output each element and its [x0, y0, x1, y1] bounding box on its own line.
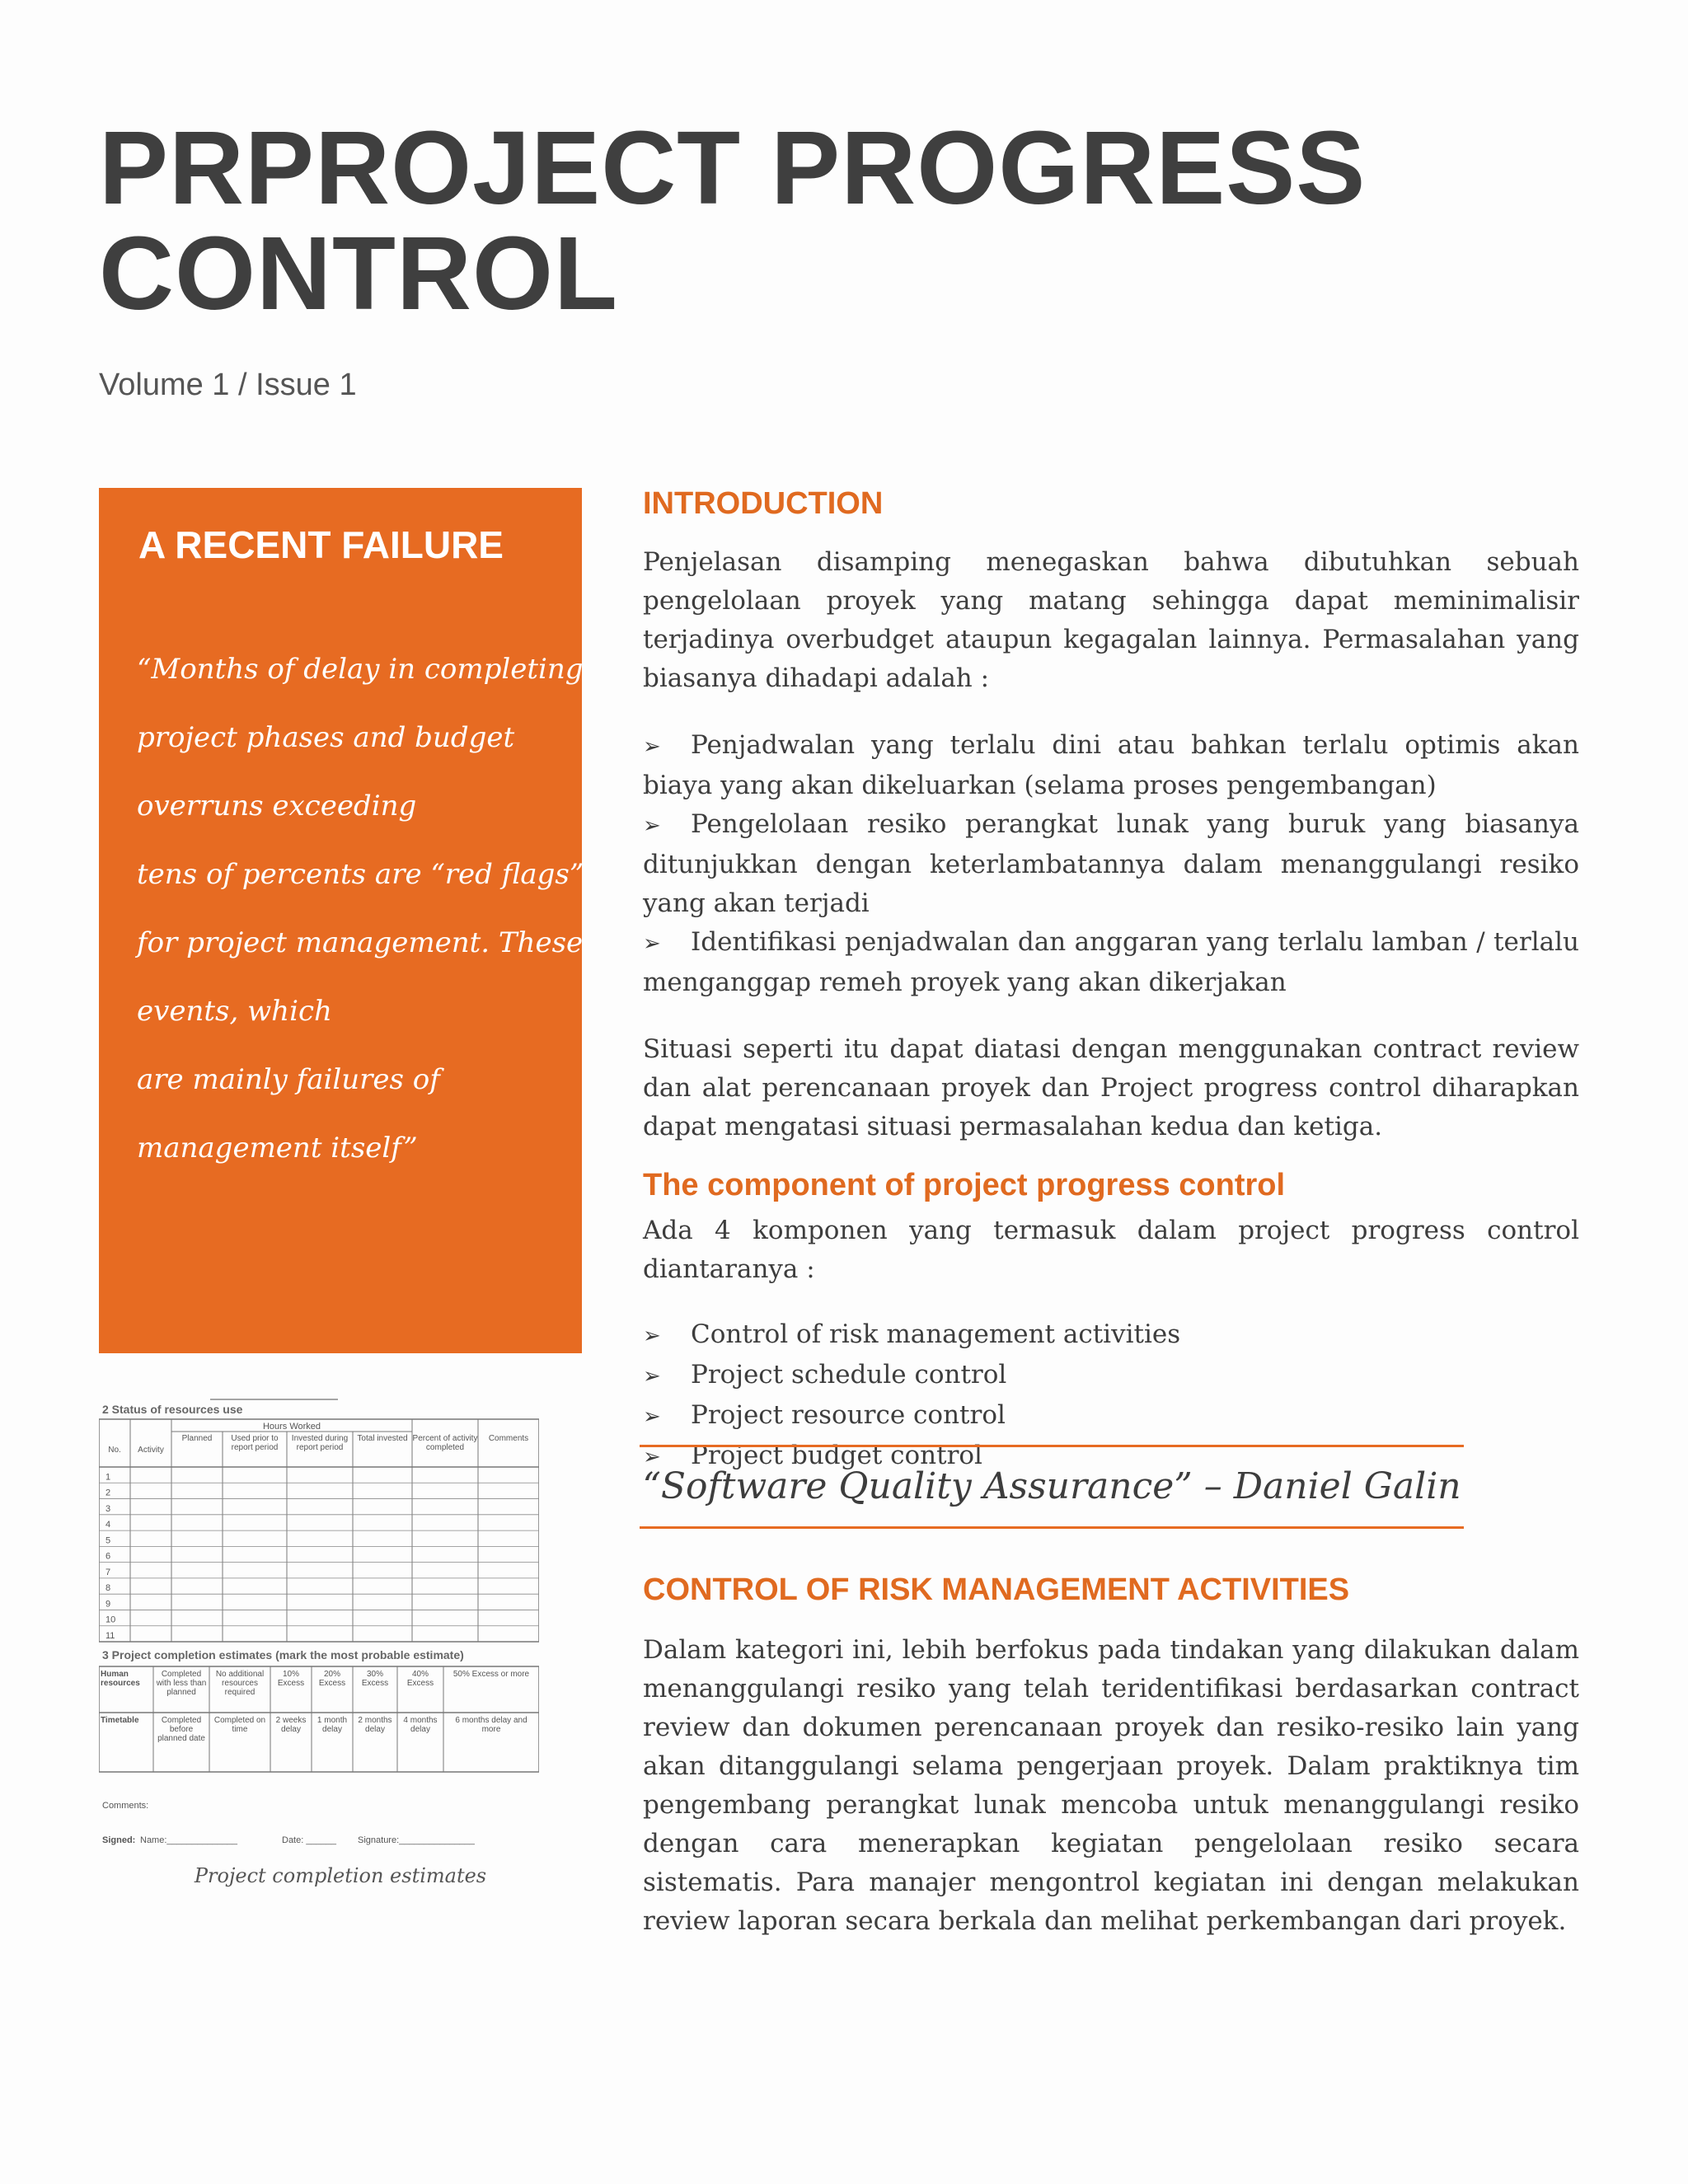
- figure-section-3-title: 3 Project completion estimates (mark the most probable estimate): [102, 1648, 464, 1661]
- row-number: 10: [106, 1615, 116, 1625]
- row-number: 11: [106, 1631, 115, 1641]
- col-total-header: Total invested: [357, 1434, 408, 1443]
- signed-label: Signed:: [102, 1835, 136, 1845]
- sidebar-heading: A RECENT FAILURE: [138, 523, 504, 566]
- estimate-cell: 20% Excess: [318, 1670, 346, 1688]
- list-item: ➢ Project schedule control: [643, 1356, 1579, 1396]
- row-number: 8: [106, 1583, 111, 1594]
- estimate-cell: 1 month delay: [316, 1716, 348, 1734]
- estimate-cell: 10% Excess: [277, 1670, 305, 1688]
- components-intro: Ada 4 komponen yang termasuk dalam project progress control diantaranya :: [643, 1216, 1579, 1284]
- reference-text: “Software Quality Assurance” – Daniel Galin: [642, 1465, 1461, 1507]
- signature-field-label: Signature:_______________: [358, 1835, 475, 1845]
- estimate-cell: 6 months delay and more: [455, 1716, 528, 1734]
- quote-line: tens of percents are “red flags”: [137, 858, 584, 891]
- risk-section: [643, 1572, 1579, 1941]
- estimate-cell: Completed on time: [213, 1716, 266, 1734]
- figure-caption: Project completion estimates: [194, 1864, 487, 1887]
- estimate-cell: 30% Excess: [361, 1670, 389, 1688]
- row-number: 2: [106, 1488, 111, 1498]
- name-field-label: Name:______________: [140, 1835, 238, 1845]
- col-planned-header: Planned: [181, 1434, 213, 1443]
- row-number: 1: [106, 1472, 111, 1483]
- list-item: ➢ Penjadwalan yang terlalu dini atau bahkan terlalu optimis akan biaya yang akan dikeluarkan (selama proses pengembangan): [643, 726, 1579, 805]
- quote-line: project phases and budget: [137, 721, 515, 754]
- timetable-label: Timetable: [101, 1716, 139, 1725]
- issue-label: Volume 1 / Issue 1: [99, 368, 357, 402]
- quote-line: are mainly failures of: [137, 1063, 440, 1096]
- list-item: ➢ Project budget control: [643, 1436, 1579, 1477]
- estimate-cell: No additional resources required: [215, 1670, 265, 1697]
- list-item: ➢ Identifikasi penjadwalan dan anggaran yang terlalu lamban / terlalu menganggap remeh proyek yang akan dikerjakan: [643, 923, 1579, 1002]
- arrow-bullet-icon: ➢: [643, 931, 661, 956]
- estimate-cell: Completed before planned date: [157, 1716, 205, 1743]
- estimate-cell: 2 months delay: [358, 1716, 392, 1734]
- risk-heading: CONTROL OF RISK MANAGEMENT ACTIVITIES: [643, 1572, 1350, 1607]
- arrow-bullet-icon: ➢: [643, 1404, 661, 1429]
- quote-line: “Months of delay in completing: [137, 653, 584, 686]
- arrow-bullet-icon: ➢: [643, 1324, 661, 1348]
- quote-line: overruns exceeding: [137, 790, 417, 823]
- introduction-paragraph: Penjelasan disamping menegaskan bahwa dibutuhkan sebuah pengelolaan proyek yang matang sehingga dapat meminimalisir terjadinya overbudget ataupun kegagalan lainnya. Permasalahan yang biasanya dihadapi adalah :: [643, 547, 1579, 693]
- col-activity-header: Activity: [138, 1446, 164, 1455]
- estimate-cell: 40% Excess: [406, 1670, 434, 1688]
- human-resources-label: Human resources: [101, 1670, 140, 1688]
- col-used-prior-header: Used prior to report period: [231, 1434, 279, 1452]
- main-content: [643, 486, 1579, 1477]
- row-number: 7: [106, 1567, 111, 1577]
- solution-paragraph: Situasi seperti itu dapat diatasi dengan menggunakan contract review dan alat perencanaan proyek dan Project progress control diharapkan dapat mengatasi situasi permasalahan kedua dan ketiga.: [643, 1034, 1579, 1141]
- quote-line: for project management. These: [137, 926, 584, 959]
- reference-box: [640, 1445, 1464, 1529]
- page-title-line-2: CONTROL: [99, 215, 618, 331]
- sidebar-quote-box: [99, 488, 582, 1353]
- introduction-heading: INTRODUCTION: [643, 486, 884, 521]
- quote-line: management itself”: [137, 1132, 418, 1165]
- row-number: 3: [106, 1503, 111, 1514]
- row-number: 5: [106, 1535, 111, 1546]
- quote-line: events, which: [137, 995, 332, 1028]
- date-field-label: Date: ______: [282, 1835, 337, 1845]
- estimate-cell: 50% Excess or more: [452, 1670, 530, 1679]
- col-comments-header: Comments: [488, 1434, 529, 1443]
- estimate-cell: Completed with less than planned: [156, 1670, 207, 1697]
- arrow-bullet-icon: ➢: [643, 1364, 661, 1389]
- list-item: ➢ Pengelolaan resiko perangkat lunak yang buruk yang biasanya ditunjukkan dengan keterlambatannya dalam menanggulangi resiko yang akan terjadi: [643, 805, 1579, 923]
- form-figure: [99, 1385, 539, 1853]
- components-heading: The component of project progress control: [643, 1168, 1286, 1202]
- list-item: ➢ Control of risk management activities: [643, 1315, 1579, 1356]
- col-no-header: No.: [108, 1446, 121, 1455]
- page-title: [99, 110, 1500, 331]
- col-percent-header: Percent of activity completed: [412, 1434, 478, 1452]
- arrow-bullet-icon: ➢: [643, 1445, 661, 1469]
- list-item: ➢ Project resource control: [643, 1396, 1579, 1436]
- arrow-bullet-icon: ➢: [643, 813, 661, 838]
- hours-worked-header: Hours Worked: [262, 1422, 321, 1432]
- arrow-bullet-icon: ➢: [643, 734, 661, 759]
- row-number: 6: [106, 1551, 111, 1562]
- row-number: 4: [106, 1520, 111, 1530]
- estimate-cell: 4 months delay: [403, 1716, 438, 1734]
- risk-paragraph: Dalam kategori ini, lebih berfokus pada tindakan yang dilakukan dalam menanggulangi resiko yang telah teridentifikasi berdasarkan contract review dan dokumen perencanaan proyek dan resiko-resiko lain yang akan ditanggulangi selama pengerjaan proyek. Dalam praktiknya tim pengembang perangkat lunak mencoba untuk menanggulangi resiko dengan cara menerapkan kegiatan pengelolaan resiko secara sistematis. Para manajer mengontrol kegiatan ini dengan melakukan review laporan secara berkala dan melihat perkembangan dari proyek.: [643, 1635, 1579, 1936]
- sidebar-quote: [137, 653, 584, 1200]
- figure-section-2-title: 2 Status of resources use: [102, 1403, 243, 1416]
- estimate-cell: 2 weeks delay: [275, 1716, 307, 1734]
- row-number: 9: [106, 1599, 111, 1610]
- comments-label: Comments:: [102, 1801, 149, 1811]
- problem-list: [643, 726, 1579, 1002]
- col-invested-header: Invested during report period: [291, 1434, 349, 1452]
- page-title-line-1: PRPROJECT PROGRESS: [99, 110, 1367, 226]
